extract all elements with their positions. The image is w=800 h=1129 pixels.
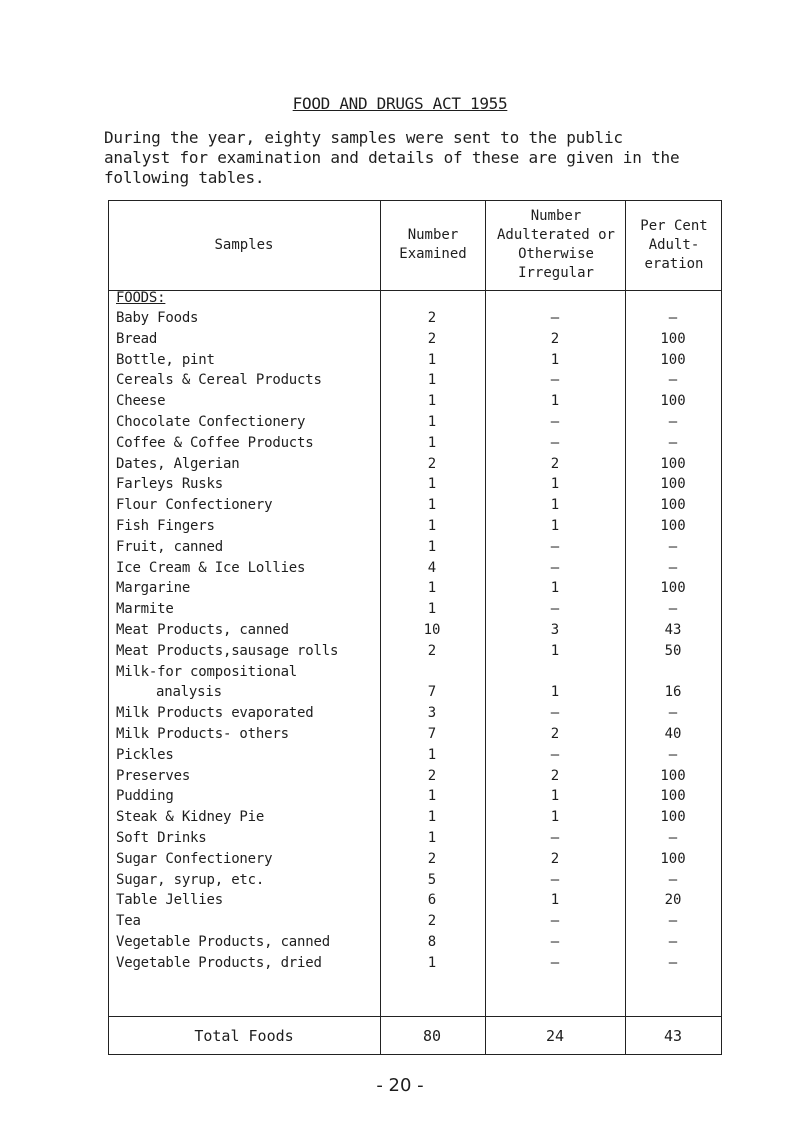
percent-cell: — xyxy=(668,310,678,326)
samples-table xyxy=(108,200,722,1056)
table-row xyxy=(108,703,722,723)
adulterated-cell: — xyxy=(550,559,560,576)
sample-name: Margarine xyxy=(116,580,191,597)
sample-name: Chocolate Confectionery xyxy=(116,414,306,430)
adulterated-cell: — xyxy=(550,434,560,451)
percent-cell: 43 xyxy=(664,622,682,638)
total-examined: 80 xyxy=(422,1027,442,1045)
percent-cell: 100 xyxy=(660,393,686,410)
table-row xyxy=(108,682,722,702)
table-row xyxy=(108,953,722,973)
sample-name: Meat Products, canned xyxy=(116,622,289,638)
examined-cell: 1 xyxy=(427,580,437,597)
examined-cell: 2 xyxy=(427,455,437,472)
sample-name: Milk Products- others xyxy=(116,726,289,742)
percent-cell: 20 xyxy=(664,892,682,909)
sample-name: Fruit, canned xyxy=(116,538,223,555)
percent-cell: 100 xyxy=(660,850,686,867)
adulterated-cell: 1 xyxy=(550,580,560,597)
adulterated-cell: — xyxy=(550,601,560,618)
examined-cell: 1 xyxy=(427,538,437,555)
table-row xyxy=(108,641,722,661)
examined-cell: 1 xyxy=(427,372,437,389)
table-row xyxy=(108,745,722,765)
table-row xyxy=(108,391,722,411)
sample-name: Pudding xyxy=(116,788,174,805)
percent-cell: 40 xyxy=(664,726,682,742)
table-row xyxy=(108,329,722,349)
adulterated-cell: — xyxy=(550,372,560,389)
page-number: - 20 - xyxy=(376,1075,424,1096)
total-percent: 43 xyxy=(663,1027,683,1045)
percent-cell: 100 xyxy=(660,809,686,826)
examined-cell: 1 xyxy=(427,414,437,430)
examined-cell: 1 xyxy=(427,497,437,514)
adulterated-cell: — xyxy=(550,746,560,763)
total-top-border xyxy=(108,1016,722,1017)
percent-cell: 100 xyxy=(660,518,686,534)
intro-line: following tables. xyxy=(104,168,265,187)
percent-cell: — xyxy=(668,601,678,618)
adulterated-cell: 2 xyxy=(550,455,560,472)
examined-cell: 2 xyxy=(427,850,437,867)
table-row xyxy=(108,620,722,640)
examined-cell: 2 xyxy=(427,330,437,347)
sample-name: Marmite xyxy=(116,601,174,618)
adulterated-cell: 1 xyxy=(550,684,560,701)
table-row xyxy=(108,558,722,578)
intro-line: During the year, eighty samples were sent to the public xyxy=(104,128,623,147)
percent-cell: — xyxy=(668,746,678,763)
table-row xyxy=(108,911,722,931)
adulterated-cell: 1 xyxy=(550,788,560,805)
table-row xyxy=(108,599,722,619)
sample-name: Dates, Algerian xyxy=(116,455,240,472)
adulterated-cell: — xyxy=(550,705,560,722)
adulterated-cell: — xyxy=(550,934,560,950)
sample-name: Baby Foods xyxy=(116,310,199,326)
percent-cell: — xyxy=(668,913,678,930)
examined-cell: 7 xyxy=(427,684,437,701)
examined-cell: 2 xyxy=(427,913,437,930)
sample-name: Cereals & Cereal Products xyxy=(116,372,322,389)
examined-cell: 10 xyxy=(423,622,441,638)
sample-name: Milk-for compositional xyxy=(116,663,298,680)
page-title: FOOD AND DRUGS ACT 1955 xyxy=(292,94,508,113)
adulterated-cell: 1 xyxy=(550,497,560,514)
sample-name: Milk Products evaporated xyxy=(116,705,314,722)
percent-cell: 50 xyxy=(664,642,682,659)
percent-cell: 100 xyxy=(660,497,686,514)
adulterated-cell: 3 xyxy=(550,622,560,638)
adulterated-cell: 1 xyxy=(550,809,560,826)
header-examined: Number Examined xyxy=(399,227,467,262)
sample-name: Cheese xyxy=(116,393,166,410)
sample-name: Ice Cream & Ice Lollies xyxy=(116,559,306,576)
adulterated-cell: — xyxy=(550,913,560,930)
table-row xyxy=(108,849,722,869)
table-bottom-border xyxy=(108,1054,722,1055)
table-row xyxy=(108,766,722,786)
table-row xyxy=(108,828,722,848)
examined-cell: 1 xyxy=(427,809,437,826)
section-label: FOODS: xyxy=(116,290,166,306)
adulterated-cell: 2 xyxy=(550,767,560,784)
header-bottom-border xyxy=(108,290,722,291)
sample-name: Preserves xyxy=(116,767,191,784)
examined-cell: 1 xyxy=(427,434,437,451)
header-percent: Per Cent Adult- eration xyxy=(640,217,708,272)
table-row xyxy=(108,786,722,806)
examined-cell: 1 xyxy=(427,746,437,763)
examined-cell: 1 xyxy=(427,393,437,410)
table-row xyxy=(108,433,722,453)
examined-cell: 1 xyxy=(427,518,437,534)
percent-cell: 100 xyxy=(660,476,686,493)
examined-cell: 6 xyxy=(427,892,437,909)
adulterated-cell: — xyxy=(550,414,560,430)
table-row xyxy=(108,662,722,682)
intro-line: analyst for examination and details of these are given in the xyxy=(104,148,680,167)
examined-cell: 1 xyxy=(427,954,437,971)
examined-cell: 2 xyxy=(427,767,437,784)
percent-cell: — xyxy=(668,414,678,430)
sample-name: Farleys Rusks xyxy=(116,476,223,493)
percent-cell: — xyxy=(668,538,678,555)
percent-cell: 100 xyxy=(660,351,686,368)
examined-cell: 4 xyxy=(427,559,437,576)
table-row xyxy=(108,578,722,598)
percent-cell: — xyxy=(668,705,678,722)
total-adulterated: 24 xyxy=(545,1027,565,1045)
adulterated-cell: — xyxy=(550,538,560,555)
percent-cell: — xyxy=(668,954,678,971)
table-row xyxy=(108,454,722,474)
sample-name: Tea xyxy=(116,913,141,930)
percent-cell: — xyxy=(668,871,678,888)
sample-name: Vegetable Products, canned xyxy=(116,934,330,950)
table-row xyxy=(108,350,722,370)
examined-cell: 8 xyxy=(427,934,437,950)
table-row xyxy=(108,412,722,432)
sample-name: Meat Products,sausage rolls xyxy=(116,642,339,659)
intro-paragraph xyxy=(104,128,734,188)
sample-name: analysis xyxy=(156,684,222,701)
table-row xyxy=(108,724,722,744)
table-row xyxy=(108,370,722,390)
table-row xyxy=(108,932,722,952)
examined-cell: 3 xyxy=(427,705,437,722)
sample-name: Coffee & Coffee Products xyxy=(116,434,314,451)
examined-cell: 1 xyxy=(427,788,437,805)
sample-name: Soft Drinks xyxy=(116,830,207,846)
percent-cell: — xyxy=(668,559,678,576)
sample-name: Table Jellies xyxy=(116,892,223,909)
adulterated-cell: 2 xyxy=(550,330,560,347)
percent-cell: — xyxy=(668,434,678,451)
examined-cell: 1 xyxy=(427,830,437,846)
total-label: Total Foods xyxy=(194,1027,294,1045)
sample-name: Fish Fingers xyxy=(116,518,215,534)
table-row xyxy=(108,807,722,827)
percent-cell: 100 xyxy=(660,455,686,472)
header-samples: Samples xyxy=(214,236,274,253)
adulterated-cell: — xyxy=(550,871,560,888)
adulterated-cell: 1 xyxy=(550,892,560,909)
examined-cell: 7 xyxy=(427,726,437,742)
adulterated-cell: 1 xyxy=(550,642,560,659)
adulterated-cell: — xyxy=(550,310,560,326)
sample-name: Sugar, syrup, etc. xyxy=(116,871,265,888)
sample-name: Sugar Confectionery xyxy=(116,850,273,867)
adulterated-cell: 1 xyxy=(550,351,560,368)
table-row xyxy=(108,870,722,890)
sample-name: Steak & Kidney Pie xyxy=(116,809,265,826)
table-row xyxy=(108,474,722,494)
examined-cell: 2 xyxy=(427,310,437,326)
adulterated-cell: 2 xyxy=(550,850,560,867)
adulterated-cell: 2 xyxy=(550,726,560,742)
adulterated-cell: 1 xyxy=(550,476,560,493)
table-row xyxy=(108,516,722,536)
sample-name: Vegetable Products, dried xyxy=(116,954,322,971)
examined-cell: 1 xyxy=(427,601,437,618)
header-adulterated: Number Adulterated or Otherwise Irregular xyxy=(496,208,615,281)
table-row xyxy=(108,308,722,328)
table-row xyxy=(108,537,722,557)
table-row xyxy=(108,495,722,515)
percent-cell: — xyxy=(668,372,678,389)
percent-cell: — xyxy=(668,934,678,950)
examined-cell: 2 xyxy=(427,642,437,659)
percent-cell: 100 xyxy=(660,767,686,784)
examined-cell: 1 xyxy=(427,476,437,493)
sample-name: Flour Confectionery xyxy=(116,497,273,514)
sample-name: Bottle, pint xyxy=(116,351,215,368)
percent-cell: 100 xyxy=(660,580,686,597)
percent-cell: 100 xyxy=(660,330,686,347)
sample-name: Bread xyxy=(116,330,158,347)
percent-cell: 100 xyxy=(660,788,686,805)
percent-cell: — xyxy=(668,830,678,846)
adulterated-cell: — xyxy=(550,954,560,971)
table-row xyxy=(108,890,722,910)
adulterated-cell: 1 xyxy=(550,393,560,410)
examined-cell: 1 xyxy=(427,351,437,368)
adulterated-cell: 1 xyxy=(550,518,560,534)
sample-name: Pickles xyxy=(116,746,174,763)
adulterated-cell: — xyxy=(550,830,560,846)
percent-cell: 16 xyxy=(664,684,682,701)
examined-cell: 5 xyxy=(427,871,437,888)
